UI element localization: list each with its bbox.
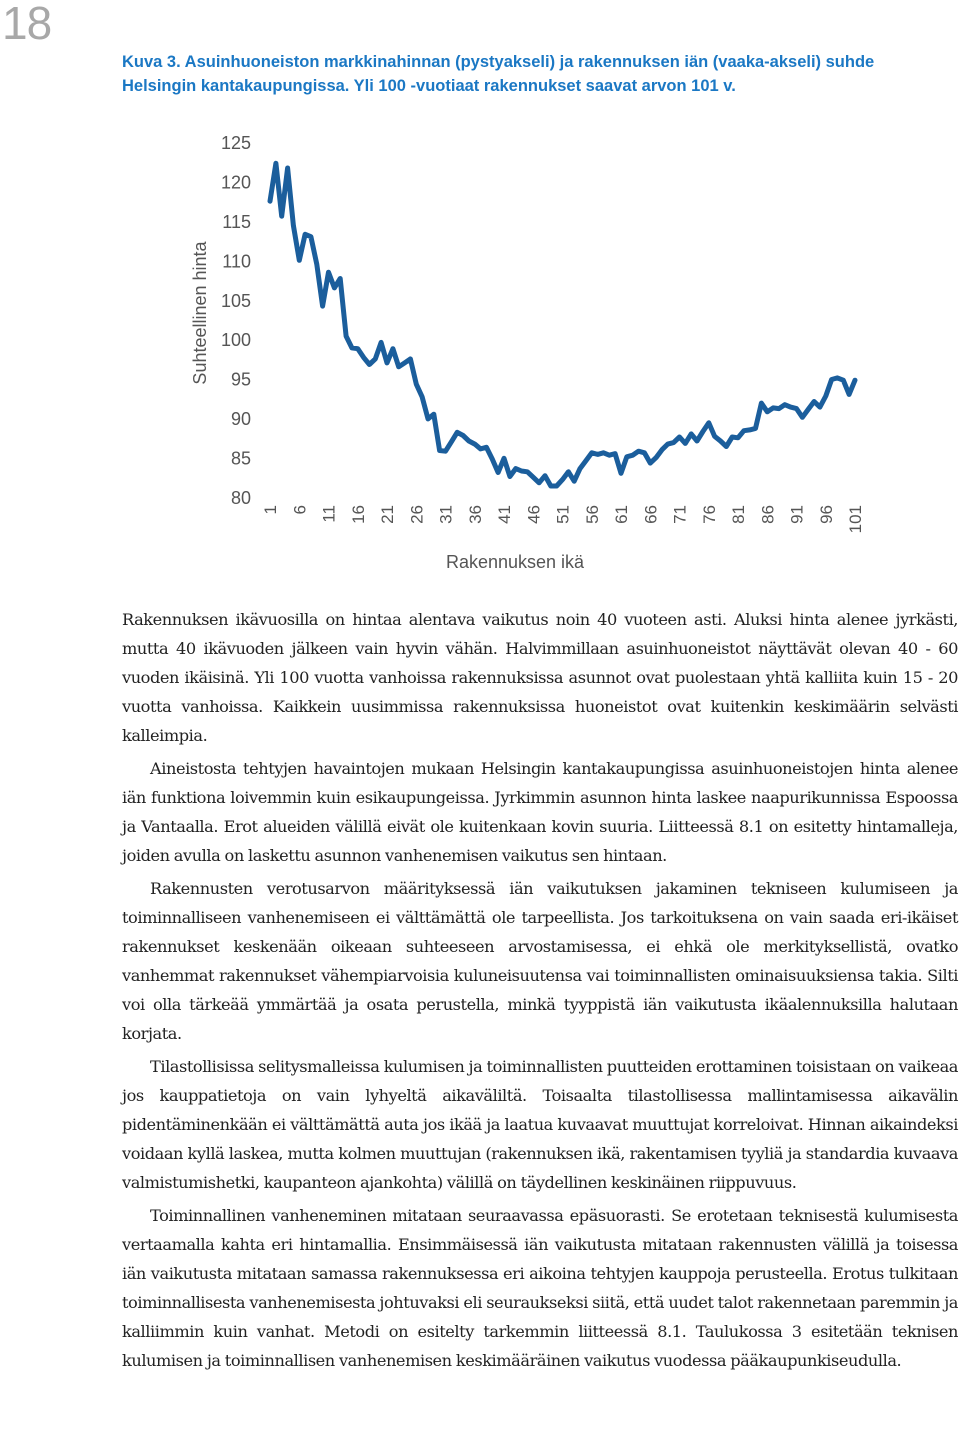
y-axis-label: Suhteellinen hinta <box>190 241 210 385</box>
x-tick-label: 36 <box>465 505 485 524</box>
x-tick-label: 26 <box>407 505 427 524</box>
y-tick-label: 125 <box>220 133 251 153</box>
y-tick-label: 95 <box>230 369 251 390</box>
x-tick-label: 41 <box>495 505 514 524</box>
figure-caption: Kuva 3. Asuinhuoneiston markkinahinnan (pystyakseli) ja rakennuksen iän (vaaka-akseli) suhde Helsingin kantakaupungissa. Yli 100 -vuotiaat rakennukset saavat arvon 101 v. <box>122 53 875 95</box>
x-tick-label: 1 <box>261 505 280 515</box>
x-axis-ticks <box>261 505 865 533</box>
x-tick-label: 96 <box>816 505 836 524</box>
y-tick-label: 85 <box>230 448 251 469</box>
x-tick-label: 21 <box>378 505 397 524</box>
x-tick-label: 6 <box>290 505 310 515</box>
x-axis-label: Rakennuksen ikä <box>445 552 585 572</box>
y-tick-label: 110 <box>222 251 251 272</box>
y-axis-ticks <box>221 133 251 508</box>
y-tick-label: 80 <box>230 488 251 508</box>
paragraph-1: Rakennuksen ikävuosilla on hintaa alentava vaikutus noin 40 vuoteen asti. Aluksi hinta alenee jyrkästi, mutta 40 ikävuoden jälkeen vain hyvin vähän. Halvimmillaan asuinhuoneistot näyttävät olevan 40 - 60 vuoden ikäisinä. Yli 100 vuotta vanhoissa rakennuksissa asunnot ovat puolestaan yhtä kalliita kuin 15 - 20 vuotta vanhoissa. Kaikkein uusimmissa rakennuksissa huoneistot ovat kuitenkin keskimäärin selvästi kalleimpia. <box>122 610 958 745</box>
y-tick-label: 105 <box>220 290 251 311</box>
x-tick-label: 86 <box>758 505 778 524</box>
y-tick-label: 100 <box>220 330 251 351</box>
y-tick-label: 90 <box>230 409 251 430</box>
paragraph-5: Toiminnallinen vanheneminen mitataan seuraavassa epäsuorasti. Se erotetaan teknisestä kulumisesta vertaamalla kahta eri hintamallia. Ensimmäisessä iän vaikutusta mitataan rakennusten välillä ja toisessa iän vaikutusta mitataan samassa rakennuksessa eri aikoina tehtyjen kauppoja perusteella. Erotus tulkitaan toiminnallisesta vanhenemisesta johtuvaksi eli seuraukseksi siitä, että uudet talot rakennetaan paremmin ja kalliimmin kuin vanhat. Metodi on esitelty tarkemmin liitteessä 8.1. Taulukossa 3 esitetään teknisen kulumisen ja toiminnallisen vanhenemisen keskimääräinen vaikutus vuodessa pääkaupunkiseudulla. <box>122 1206 958 1370</box>
x-tick-label: 91 <box>787 505 807 524</box>
paragraph-2: Aineistosta tehtyjen havaintojen mukaan Helsingin kantakaupungissa asuinhuoneistojen hinta alenee iän funktiona loivemmin kuin esikaupungeissa. Jyrkimmin asunnon hinta laskee naapurikunnissa Espoossa ja Vantaalla. Erot alueiden välillä eivät ole kuitenkaan kovin suuria. Liitteessä 8.1 on esitetty hintamalleja, joiden avulla on laskettu asunnon vanhenemisen vaikutus sen hintaan. <box>122 759 958 865</box>
x-tick-label: 56 <box>582 505 602 524</box>
x-tick-label: 71 <box>670 505 690 524</box>
x-tick-label: 76 <box>699 505 719 524</box>
paragraph-3: Rakennusten verotusarvon määrityksessä iän vaikutuksen jakaminen tekniseen kulumiseen ja toiminnalliseen vanhenemiseen ei välttämättä ole tarpeellista. Jos tarkoituksena on vain saada eri-ikäiset rakennukset keskenään oikeaan suhteeseen arvostamisessa, ei ehkä ole merkityksellistä, ovatko vanhemmat rakennukset vähempiarvoisia kuluneisuutensa vai toiminnallisten ominaisuuksiensa takia. Silti voi olla tärkeää ymmärtää ja osata perustella, minkä tyyppistä iän vaikutusta ikäalennuksilla halutaan korjata. <box>122 879 958 1043</box>
x-tick-label: 51 <box>553 505 573 524</box>
x-tick-label: 81 <box>729 505 748 524</box>
x-tick-label: 16 <box>348 505 368 524</box>
y-tick-label: 120 <box>220 172 251 193</box>
x-tick-label: 61 <box>612 505 631 524</box>
x-tick-label: 46 <box>524 505 544 524</box>
body-text <box>122 605 958 1379</box>
price-line <box>270 163 855 486</box>
x-tick-label: 66 <box>641 505 661 524</box>
x-tick-label: 101 <box>846 505 865 534</box>
line-chart <box>0 120 960 600</box>
y-tick-label: 115 <box>222 211 251 232</box>
paragraph-4: Tilastollisissa selitysmalleissa kulumisen ja toiminnallisten puutteiden erottaminen toisistaan on vaikeaa jos kauppatietoja on vain lyhyeltä aikaväliltä. Toisaalta tilastollisessa mallintamisessa aikavälin pidentäminenkään ei välttämättä auta jos ikää ja laatua kuvaavat muuttujat korreloivat. Hinnan aikaindeksi voidaan kyllä laskea, mutta kolmen muuttujan (rakennuksen ikä, rakentamisen tyyliä ja standardia kuvaava valmistumishetki, kaupanteon ajankohta) välillä on täydellinen keskinäinen riippuvuus. <box>122 1057 958 1192</box>
page-number: 18 <box>2 0 52 49</box>
x-tick-label: 11 <box>319 505 339 523</box>
x-tick-label: 31 <box>436 505 456 524</box>
